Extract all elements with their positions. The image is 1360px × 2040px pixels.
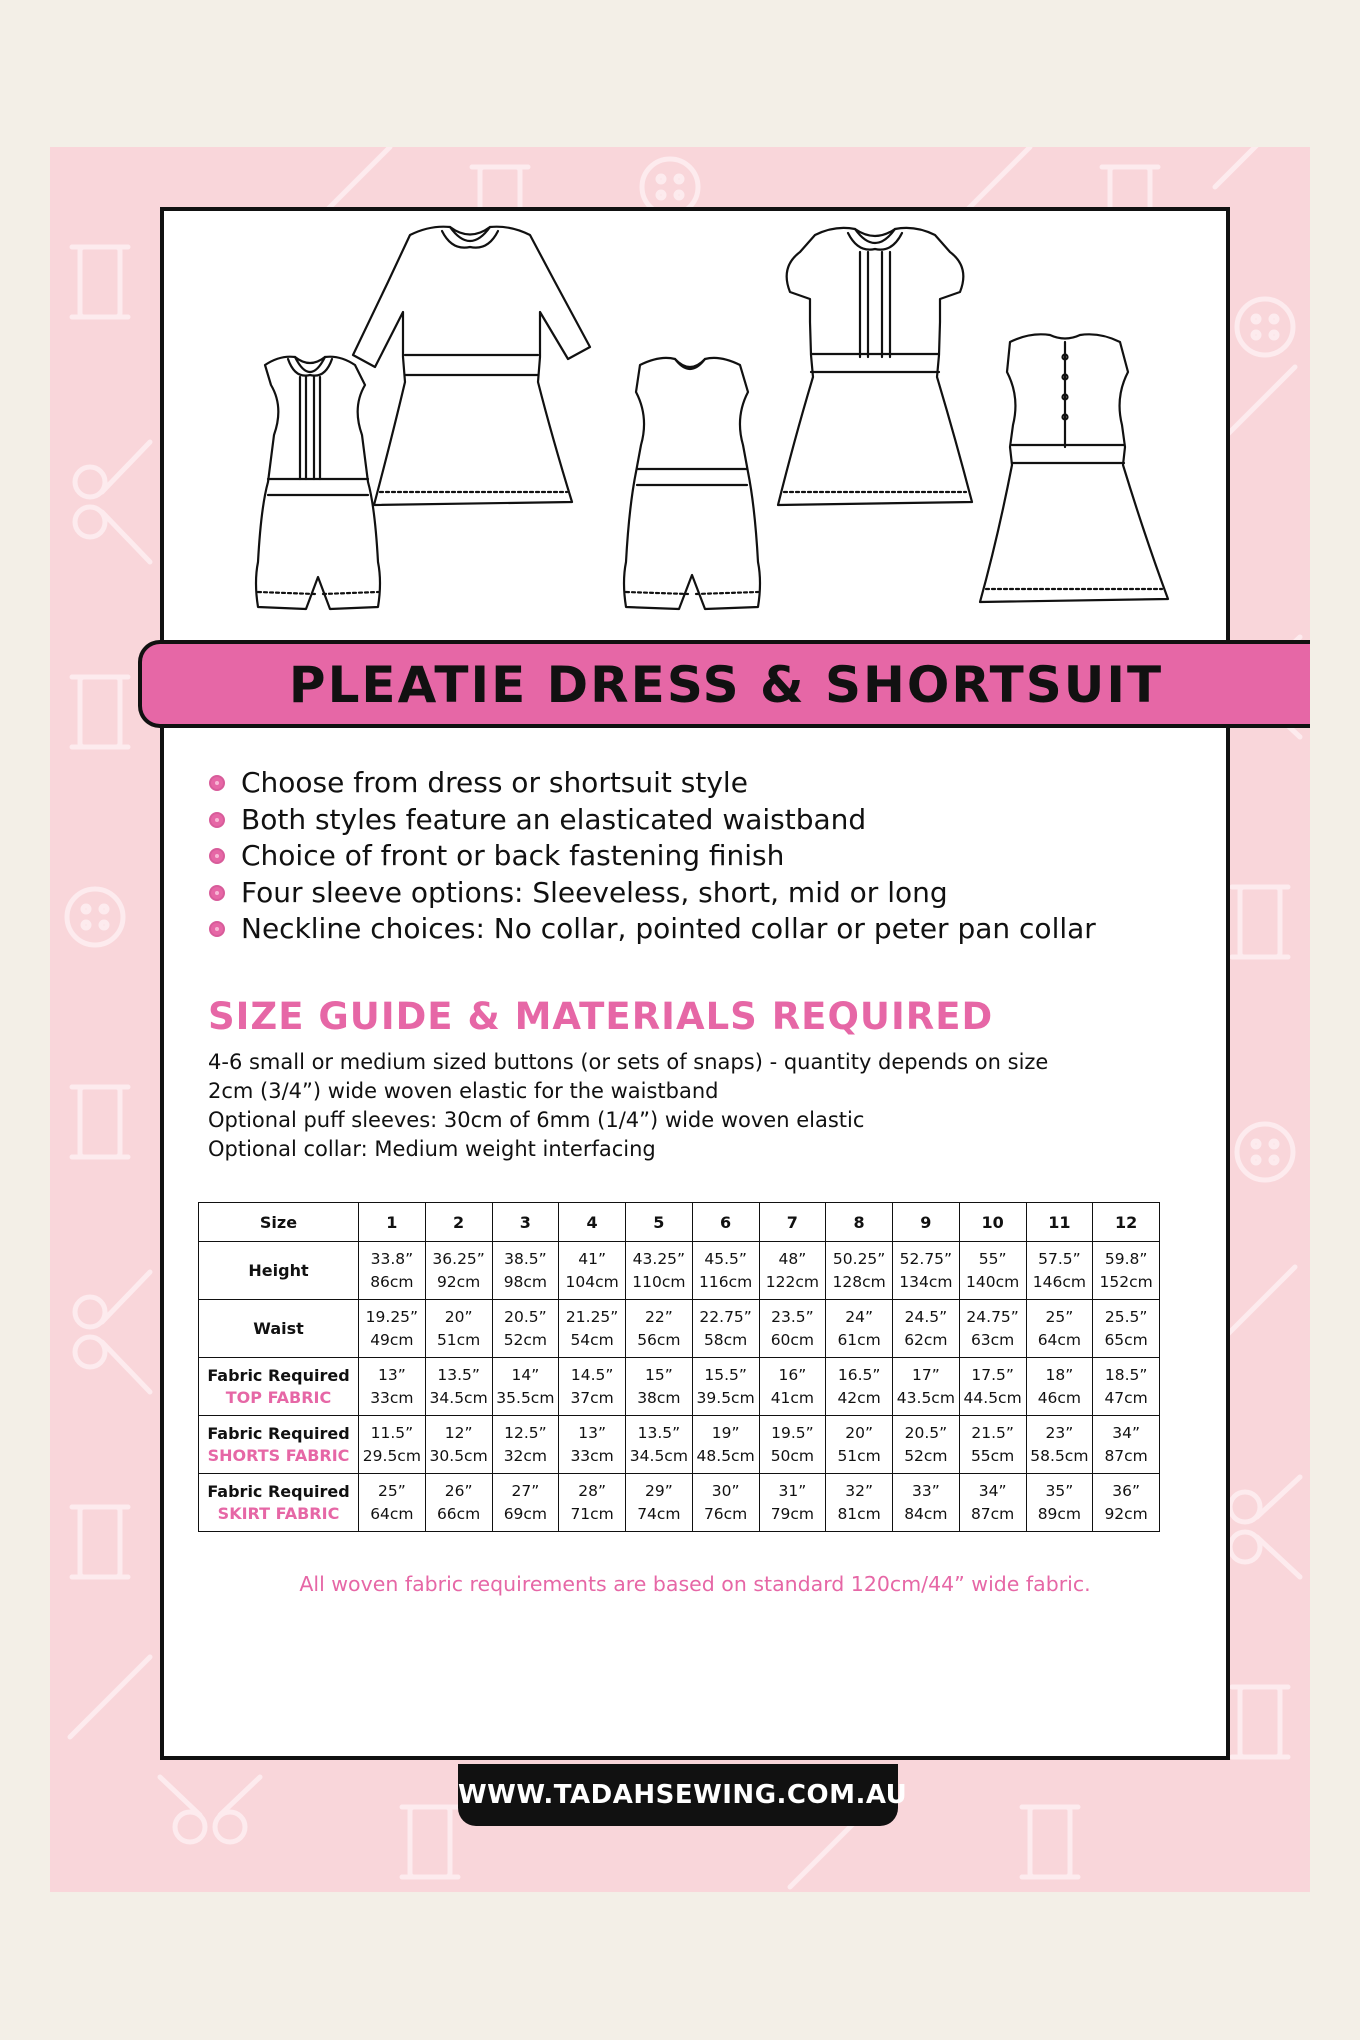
cell-inches: 25.5” (1104, 1307, 1148, 1326)
size-column-header: 11 (1026, 1203, 1093, 1242)
cell-inches: 24.75” (966, 1307, 1019, 1326)
cell-inches: 20” (845, 1423, 873, 1442)
size-column-header: 12 (1093, 1203, 1160, 1242)
table-cell (1026, 1300, 1093, 1358)
table-cell (826, 1416, 893, 1474)
spool-icon (72, 1507, 128, 1577)
table-cell (425, 1300, 492, 1358)
cell-cm: 71cm (570, 1504, 614, 1523)
cell-inches: 16.5” (837, 1365, 881, 1384)
cell-inches: 18” (1045, 1365, 1074, 1384)
row-label (199, 1300, 359, 1358)
cell-inches: 36.25” (432, 1249, 485, 1268)
size-column-header: 10 (959, 1203, 1026, 1242)
cell-cm: 30.5cm (429, 1446, 488, 1465)
material-item: 2cm (3/4”) wide woven elastic for the waistband (208, 1079, 719, 1103)
button-bullet-icon (209, 812, 225, 828)
table-cell (559, 1300, 626, 1358)
table-cell (559, 1358, 626, 1416)
cell-inches: 59.8” (1104, 1249, 1148, 1268)
cell-cm: 46cm (1037, 1388, 1082, 1407)
table-cell (359, 1358, 426, 1416)
table-cell (1093, 1416, 1160, 1474)
feature-item (205, 911, 1096, 948)
cell-cm: 64cm (1037, 1330, 1082, 1349)
table-cell (692, 1300, 759, 1358)
table-cell (893, 1474, 960, 1532)
cell-cm: 38cm (637, 1388, 681, 1407)
cell-inches: 19” (711, 1423, 740, 1442)
garment-illustrations (160, 207, 1230, 627)
table-cell (626, 1242, 693, 1300)
cell-cm: 122cm (765, 1272, 819, 1291)
table-cell (359, 1300, 426, 1358)
cell-inches: 15” (644, 1365, 673, 1384)
cell-cm: 52cm (503, 1330, 548, 1349)
table-cell (359, 1416, 426, 1474)
back-buttons-dress-illustration (980, 334, 1168, 602)
spool-icon (402, 1807, 458, 1877)
table-cell (492, 1300, 559, 1358)
website-url[interactable]: WWW.TADAHSEWING.COM.AU (458, 1780, 908, 1810)
cell-inches: 13” (578, 1423, 606, 1442)
long-sleeve-dress-illustration (353, 227, 590, 505)
cell-cm: 58.5cm (1030, 1446, 1089, 1465)
table-cell (1026, 1242, 1093, 1300)
cell-inches: 23.5” (771, 1307, 814, 1326)
cell-inches: 13” (377, 1365, 406, 1384)
cell-inches: 13.5” (637, 1423, 681, 1442)
cell-inches: 27” (511, 1481, 540, 1500)
cell-cm: 52cm (904, 1446, 948, 1465)
cell-inches: 24.5” (904, 1307, 948, 1326)
cell-cm: 65cm (1104, 1330, 1148, 1349)
cell-cm: 35.5cm (496, 1388, 555, 1407)
table-cell (559, 1242, 626, 1300)
cell-cm: 140cm (966, 1272, 1020, 1291)
cell-inches: 26” (444, 1481, 473, 1500)
table-row (199, 1242, 1160, 1300)
cell-cm: 79cm (770, 1504, 815, 1523)
table-cell (1093, 1474, 1160, 1532)
short-sleeve-dress-illustration (778, 228, 972, 505)
cell-cm: 134cm (899, 1272, 953, 1291)
table-cell (959, 1358, 1026, 1416)
scissors-icon (75, 1272, 150, 1392)
table-cell (692, 1474, 759, 1532)
table-cell (1093, 1358, 1160, 1416)
cell-cm: 47cm (1104, 1388, 1148, 1407)
feature-item (205, 802, 1096, 839)
table-cell (759, 1300, 826, 1358)
table-cell (826, 1300, 893, 1358)
cell-inches: 38.5” (504, 1249, 547, 1268)
row-sublabel: SKIRT FABRIC (217, 1503, 340, 1523)
cell-inches: 34” (1112, 1423, 1140, 1442)
size-column-header: 7 (759, 1203, 826, 1242)
table-cell (492, 1474, 559, 1532)
cell-cm: 51cm (436, 1330, 481, 1349)
table-cell (425, 1416, 492, 1474)
cell-inches: 20.5” (904, 1423, 948, 1442)
title-banner (138, 640, 1310, 728)
cell-inches: 41” (578, 1249, 606, 1268)
cell-inches: 28” (578, 1481, 606, 1500)
table-cell (1026, 1474, 1093, 1532)
cell-cm: 92cm (1104, 1504, 1148, 1523)
table-cell (425, 1474, 492, 1532)
table-cell (1026, 1358, 1093, 1416)
cell-cm: 43.5cm (896, 1388, 955, 1407)
table-cell (759, 1358, 826, 1416)
table-cell (759, 1242, 826, 1300)
button-bullet-icon (209, 775, 225, 791)
cell-inches: 21.25” (565, 1307, 619, 1326)
table-cell (692, 1416, 759, 1474)
cell-inches: 45.5” (704, 1249, 747, 1268)
cell-inches: 17” (911, 1365, 940, 1384)
feature-text: Choice of front or back fastening finish (241, 839, 785, 872)
table-cell (959, 1474, 1026, 1532)
cell-cm: 74cm (637, 1504, 681, 1523)
table-cell (1026, 1416, 1093, 1474)
cell-cm: 49cm (370, 1330, 414, 1349)
cell-cm: 76cm (703, 1504, 748, 1523)
section-title: SIZE GUIDE & MATERIALS REQUIRED (208, 995, 994, 1038)
page-title: PLEATIE DRESS & SHORTSUIT (288, 656, 1164, 714)
table-row (199, 1300, 1160, 1358)
size-table (198, 1202, 1160, 1532)
cell-cm: 81cm (837, 1504, 881, 1523)
spool-icon (72, 677, 128, 747)
table-cell (959, 1416, 1026, 1474)
size-column-header: 5 (626, 1203, 693, 1242)
table-row (199, 1358, 1160, 1416)
table-cell (893, 1242, 960, 1300)
cell-cm: 33cm (370, 1388, 414, 1407)
material-item: 4-6 small or medium sized buttons (or sets of snaps) - quantity depends on size (208, 1050, 1049, 1074)
cell-inches: 17.5” (971, 1365, 1014, 1384)
scissors-icon (75, 442, 150, 562)
cell-cm: 29.5cm (362, 1446, 421, 1465)
cell-cm: 110cm (632, 1272, 686, 1291)
shortsuit-no-collar-illustration (624, 358, 760, 609)
table-cell (692, 1242, 759, 1300)
cell-inches: 12” (444, 1423, 473, 1442)
table-cell (893, 1358, 960, 1416)
table-cell (425, 1242, 492, 1300)
table-cell (1093, 1300, 1160, 1358)
material-item: Optional collar: Medium weight interfacing (208, 1137, 656, 1161)
cell-cm: 41cm (770, 1388, 815, 1407)
table-cell (626, 1300, 693, 1358)
spool-icon (1022, 1807, 1078, 1877)
cell-cm: 58cm (703, 1330, 748, 1349)
material-item: Optional puff sleeves: 30cm of 6mm (1/4”) wide woven elastic (208, 1108, 865, 1132)
spool-icon (72, 247, 128, 317)
cell-cm: 62cm (904, 1330, 948, 1349)
size-column-header: 3 (492, 1203, 559, 1242)
table-row (199, 1474, 1160, 1532)
row-sublabel: SHORTS FABRIC (207, 1445, 350, 1465)
cell-inches: 32” (845, 1481, 873, 1500)
feature-text: Neckline choices: No collar, pointed collar or peter pan collar (241, 912, 1096, 945)
cell-cm: 39.5cm (696, 1388, 755, 1407)
table-cell (626, 1358, 693, 1416)
fabric-note: All woven fabric requirements are based on standard 120cm/44” wide fabric. (299, 1572, 1091, 1596)
cell-inches: 20.5” (504, 1307, 547, 1326)
cell-inches: 11.5” (370, 1423, 414, 1442)
materials-list (208, 1048, 1048, 1164)
cell-cm: 66cm (436, 1504, 481, 1523)
size-column-header: 6 (692, 1203, 759, 1242)
table-cell (492, 1358, 559, 1416)
size-column-header: 8 (826, 1203, 893, 1242)
cell-cm: 60cm (770, 1330, 815, 1349)
cell-inches: 34” (978, 1481, 1007, 1500)
button-icon (1237, 1124, 1293, 1180)
shortsuit-peter-pan-collar-illustration (256, 357, 380, 609)
size-header-row (199, 1203, 1160, 1242)
cell-inches: 29” (644, 1481, 673, 1500)
cell-inches: 43.25” (632, 1249, 686, 1268)
cell-inches: 25” (377, 1481, 406, 1500)
size-column-header: 4 (559, 1203, 626, 1242)
row-label (199, 1358, 359, 1416)
table-cell (959, 1242, 1026, 1300)
cell-inches: 35” (1045, 1481, 1074, 1500)
size-header-label: Size (199, 1203, 359, 1242)
cell-cm: 61cm (837, 1330, 881, 1349)
cell-inches: 50.25” (832, 1249, 886, 1268)
cell-inches: 13.5” (437, 1365, 480, 1384)
table-cell (359, 1242, 426, 1300)
row-label-text: Fabric Required (207, 1365, 350, 1385)
cell-inches: 14” (511, 1365, 540, 1384)
cell-cm: 51cm (837, 1446, 881, 1465)
scissors-icon (160, 1777, 260, 1842)
cell-cm: 86cm (370, 1272, 414, 1291)
cell-inches: 52.75” (899, 1249, 953, 1268)
cell-inches: 23” (1045, 1423, 1074, 1442)
cell-cm: 128cm (832, 1272, 886, 1291)
feature-item (205, 765, 1096, 802)
feature-text: Four sleeve options: Sleeveless, short, mid or long (241, 875, 948, 909)
button-bullet-icon (209, 921, 225, 937)
cell-inches: 15.5” (704, 1365, 747, 1384)
cell-inches: 22” (644, 1307, 673, 1326)
row-label-text: Height (248, 1260, 309, 1280)
row-label-text: Fabric Required (207, 1423, 350, 1443)
cell-cm: 89cm (1037, 1504, 1082, 1523)
table-cell (692, 1358, 759, 1416)
cell-inches: 18.5” (1104, 1365, 1148, 1384)
cell-inches: 24” (845, 1307, 873, 1326)
feature-item (205, 875, 1096, 912)
feature-list (205, 765, 1096, 948)
cell-cm: 64cm (370, 1504, 414, 1523)
cell-cm: 104cm (565, 1272, 619, 1291)
cell-cm: 55cm (970, 1446, 1015, 1465)
size-column-header: 2 (425, 1203, 492, 1242)
cell-cm: 92cm (436, 1272, 481, 1291)
cell-cm: 87cm (1104, 1446, 1148, 1465)
row-label (199, 1242, 359, 1300)
size-column-header: 9 (893, 1203, 960, 1242)
cell-cm: 63cm (970, 1330, 1015, 1349)
cell-cm: 37cm (570, 1388, 614, 1407)
needle-icon (70, 1657, 150, 1737)
button-icon (67, 889, 123, 945)
table-cell (959, 1300, 1026, 1358)
table-cell (893, 1416, 960, 1474)
feature-text: Both styles feature an elasticated waistband (241, 802, 867, 836)
needle-icon (1215, 147, 1295, 187)
table-cell (359, 1474, 426, 1532)
row-sublabel: TOP FABRIC (225, 1387, 332, 1407)
cell-inches: 21.5” (971, 1423, 1014, 1442)
cell-inches: 31” (778, 1481, 807, 1500)
cell-cm: 98cm (503, 1272, 548, 1291)
cell-inches: 19.5” (771, 1423, 814, 1442)
website-badge (458, 1764, 908, 1826)
table-cell (492, 1416, 559, 1474)
table-cell (425, 1358, 492, 1416)
cell-cm: 152cm (1099, 1272, 1153, 1291)
cell-cm: 87cm (970, 1504, 1015, 1523)
table-cell (559, 1474, 626, 1532)
table-cell (1093, 1242, 1160, 1300)
cell-inches: 19.25” (365, 1307, 419, 1326)
cell-inches: 33” (911, 1481, 940, 1500)
cell-cm: 146cm (1032, 1272, 1086, 1291)
cell-inches: 20” (444, 1307, 473, 1326)
table-cell (893, 1300, 960, 1358)
table-cell (492, 1242, 559, 1300)
cell-cm: 33cm (570, 1446, 614, 1465)
button-icon (1237, 299, 1293, 355)
row-label-text: Fabric Required (207, 1481, 350, 1501)
cell-cm: 34.5cm (629, 1446, 688, 1465)
table-cell (826, 1242, 893, 1300)
cell-cm: 34.5cm (429, 1388, 488, 1407)
cell-inches: 36” (1112, 1481, 1140, 1500)
feature-text: Choose from dress or shortsuit style (241, 766, 748, 799)
table-row (199, 1416, 1160, 1474)
button-bullet-icon (209, 848, 225, 864)
cell-cm: 69cm (503, 1504, 548, 1523)
table-cell (759, 1474, 826, 1532)
row-label (199, 1416, 359, 1474)
cell-cm: 56cm (637, 1330, 681, 1349)
cell-inches: 22.75” (699, 1307, 752, 1326)
button-bullet-icon (209, 885, 225, 901)
table-cell (826, 1358, 893, 1416)
cell-inches: 16” (778, 1365, 807, 1384)
row-label-text: Waist (253, 1318, 304, 1338)
cell-inches: 48” (778, 1249, 807, 1268)
cell-cm: 54cm (570, 1330, 614, 1349)
cell-cm: 50cm (770, 1446, 815, 1465)
table-cell (826, 1474, 893, 1532)
cell-cm: 32cm (503, 1446, 548, 1465)
cell-cm: 44.5cm (963, 1388, 1022, 1407)
feature-item (205, 838, 1096, 875)
spool-icon (1232, 887, 1288, 957)
cell-inches: 14.5” (570, 1365, 614, 1384)
cell-inches: 55” (978, 1249, 1007, 1268)
cell-cm: 116cm (699, 1272, 753, 1291)
table-cell (626, 1474, 693, 1532)
table-cell (559, 1416, 626, 1474)
cell-inches: 57.5” (1038, 1249, 1081, 1268)
cell-cm: 84cm (904, 1504, 948, 1523)
row-label (199, 1474, 359, 1532)
table-cell (759, 1416, 826, 1474)
table-cell (626, 1416, 693, 1474)
cell-inches: 12.5” (504, 1423, 547, 1442)
cell-inches: 33.8” (370, 1249, 414, 1268)
cell-cm: 48.5cm (696, 1446, 755, 1465)
cell-cm: 42cm (837, 1388, 881, 1407)
spool-icon (1232, 1687, 1288, 1757)
size-column-header: 1 (359, 1203, 426, 1242)
spool-icon (72, 1087, 128, 1157)
cell-inches: 30” (711, 1481, 740, 1500)
cell-inches: 25” (1045, 1307, 1074, 1326)
scissors-icon (1230, 1477, 1300, 1577)
